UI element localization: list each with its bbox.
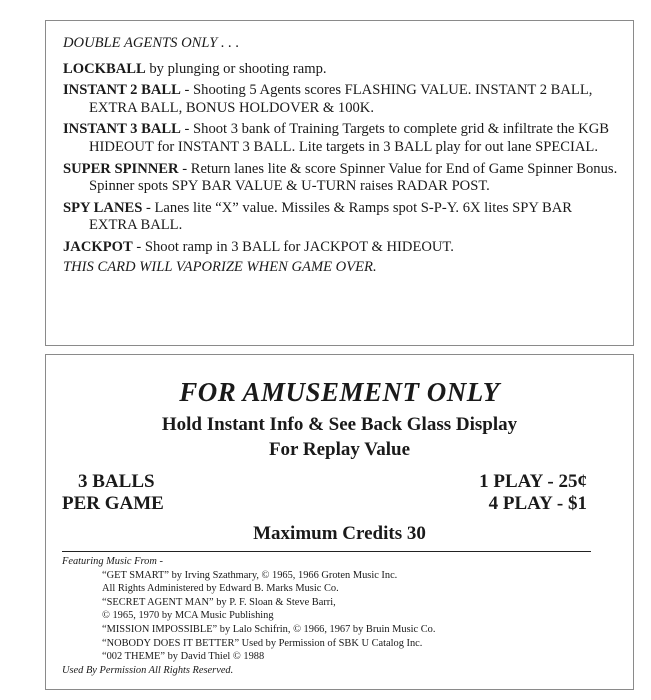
rule-name: SPY LANES xyxy=(63,199,143,216)
credit-line: © 1965, 1970 by MCA Music Publishing xyxy=(102,610,274,622)
divider-line xyxy=(62,551,591,552)
credit-line: “GET SMART” by Irving Szathmary, © 1965, 1966 Groten Music Inc. xyxy=(102,569,398,581)
rule-instant-3-ball xyxy=(63,121,623,156)
rule-name: SUPER SPINNER xyxy=(63,160,179,177)
rule-super-spinner xyxy=(63,161,623,196)
credit-line: “002 THEME” by David Thiel © 1988 xyxy=(102,651,265,663)
play-prices xyxy=(479,471,587,515)
rule-text: - Shoot ramp in 3 BALL for JACKPOT & HIDEOUT. xyxy=(132,238,454,255)
balls-per-game xyxy=(62,471,164,515)
replay-value-line: For Replay Value xyxy=(268,439,411,460)
price-4-play: 4 PLAY - $1 xyxy=(488,493,587,514)
rule-name: JACKPOT xyxy=(63,238,133,255)
credit-line: “MISSION IMPOSSIBLE” by Lalo Schifrin, © 1966, 1967 by Bruin Music Co. xyxy=(102,623,436,635)
balls-line-2: PER GAME xyxy=(62,493,164,514)
amusement-title: FOR AMUSEMENT ONLY xyxy=(179,377,500,407)
rule-text: - Lanes lite “X” value. Missiles & Ramps spot S-P-Y. 6X lites SPY BAR EXTRA BALL. xyxy=(89,199,573,234)
price-1-play: 1 PLAY - 25¢ xyxy=(479,471,587,492)
credit-line: All Rights Administered by Edward B. Marks Music Co. xyxy=(102,583,339,595)
featuring-label: Featuring Music From - xyxy=(62,556,163,567)
rule-lockball xyxy=(63,61,623,79)
music-credits xyxy=(62,555,622,677)
rule-name: INSTANT 2 BALL xyxy=(63,82,181,99)
credit-line: “NOBODY DOES IT BETTER” Used by Permission of SBK U Catalog Inc. xyxy=(102,637,423,649)
rule-jackpot xyxy=(63,239,623,257)
pricing-card xyxy=(45,354,634,690)
rules-text xyxy=(63,35,623,276)
intro-line: DOUBLE AGENTS ONLY . . . xyxy=(63,35,240,51)
rule-text: - Shoot 3 bank of Training Targets to complete grid & infiltrate the KGB HIDEOUT for INSTANT 3 BALL. Lite targets in 3 BALL play for out lane SPECIAL. xyxy=(89,121,609,155)
rule-name: INSTANT 3 BALL xyxy=(63,121,181,138)
outro-line: THIS CARD WILL VAPORIZE WHEN GAME OVER. xyxy=(63,258,377,275)
permission-note: Used By Permission All Rights Reserved. xyxy=(62,664,234,676)
maximum-credits: Maximum Credits 30 xyxy=(253,523,426,544)
hold-instant-info: Hold Instant Info & See Back Glass Display xyxy=(161,414,518,435)
rule-spy-lanes xyxy=(63,200,623,235)
rule-name: LOCKBALL xyxy=(63,60,146,77)
rule-instant-2-ball xyxy=(63,82,623,117)
rules-card xyxy=(45,20,634,346)
balls-line-1: 3 BALLS xyxy=(78,471,155,492)
rule-text: by plunging or shooting ramp. xyxy=(145,60,327,77)
credit-line: “SECRET AGENT MAN” by P. F. Sloan & Steve Barri, xyxy=(102,596,336,608)
rule-text: - Return lanes lite & score Spinner Value for End of Game Spinner Bonus. Spinner spots SPY BAR VALUE & U-TURN raises RADAR POST. xyxy=(89,160,618,195)
rule-text: - Shooting 5 Agents scores FLASHING VALUE. INSTANT 2 BALL, EXTRA BALL, BONUS HOLDOVER & 100K. xyxy=(89,82,593,116)
